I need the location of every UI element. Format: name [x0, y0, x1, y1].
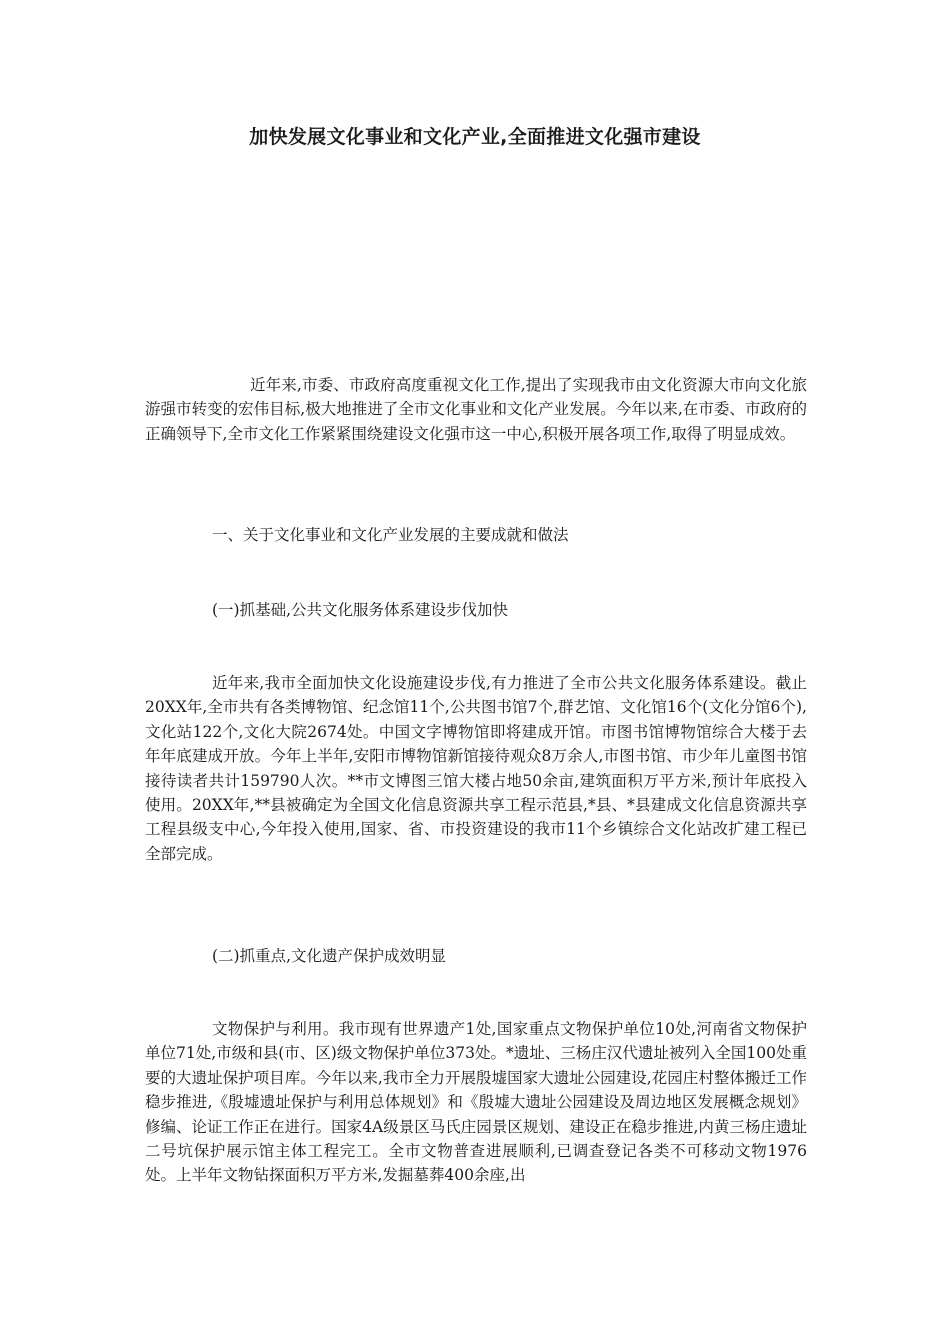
- subsection-heading-1: (一)抓基础,公共文化服务体系建设步伐加快: [212, 601, 509, 619]
- subsection-1-paragraph: 近年来,我市全面加快文化设施建设步伐,有力推进了全市公共文化服务体系建设。截止20XX年,全市共有各类博物馆、纪念馆11个,公共图书馆7个,群艺馆、文化馆16个(文化分馆6个),文化站122个,文化大院2674处。中国文字博物馆即将建成开馆。市图书馆博物馆综合大楼于去年年底建成开放。今年上半年,安阳市博物馆新馆接待观众8万余人,市图书馆、市少年儿童图书馆接待读者共计159790人次。**市文博图三馆大楼占地50余亩,建筑面积万平方米,预计年底投入使用。20XX年,**县被确定为全国文化信息资源共享工程示范县,*县、*县建成文化信息资源共享工程县级支中心,今年投入使用,国家、省、市投资建设的我市11个乡镇综合文化站改扩建工程已全部完成。: [145, 674, 807, 863]
- document-title: 加快发展文化事业和文化产业,全面推进文化强市建设: [249, 126, 701, 148]
- intro-paragraph: 近年来,市委、市政府高度重视文化工作,提出了实现我市由文化资源大市向文化旅游强市转变的宏伟目标,极大地推进了全市文化事业和文化产业发展。今年以来,在市委、市政府的正确领导下,全市文化工作紧紧围绕建设文化强市这一中心,积极开展各项工作,取得了明显成效。: [145, 376, 807, 443]
- section-heading-1: 一、关于文化事业和文化产业发展的主要成就和做法: [212, 526, 569, 544]
- subsection-heading-2: (二)抓重点,文化遗产保护成效明显: [212, 947, 447, 965]
- subsection-2-paragraph: 文物保护与利用。我市现有世界遗产1处,国家重点文物保护单位10处,河南省文物保护单位71处,市级和县(市、区)级文物保护单位373处。*遗址、三杨庄汉代遗址被列入全国100处重要的大遗址保护项目库。今年以来,我市全力开展殷墟国家大遗址公园建设,花园庄村整体搬迁工作稳步推进,《殷墟遗址保护与利用总体规划》和《殷墟大遗址公园建设及周边地区发展概念规划》修编、论证工作正在进行。国家4A级景区马氏庄园景区规划、建设正在稳步推进,内黄三杨庄遗址二号坑保护展示馆主体工程完工。全市文物普查进展顺利,已调查登记各类不可移动文物1976处。上半年文物钻探面积万平方米,发掘墓葬400余座,出: [145, 1020, 807, 1185]
